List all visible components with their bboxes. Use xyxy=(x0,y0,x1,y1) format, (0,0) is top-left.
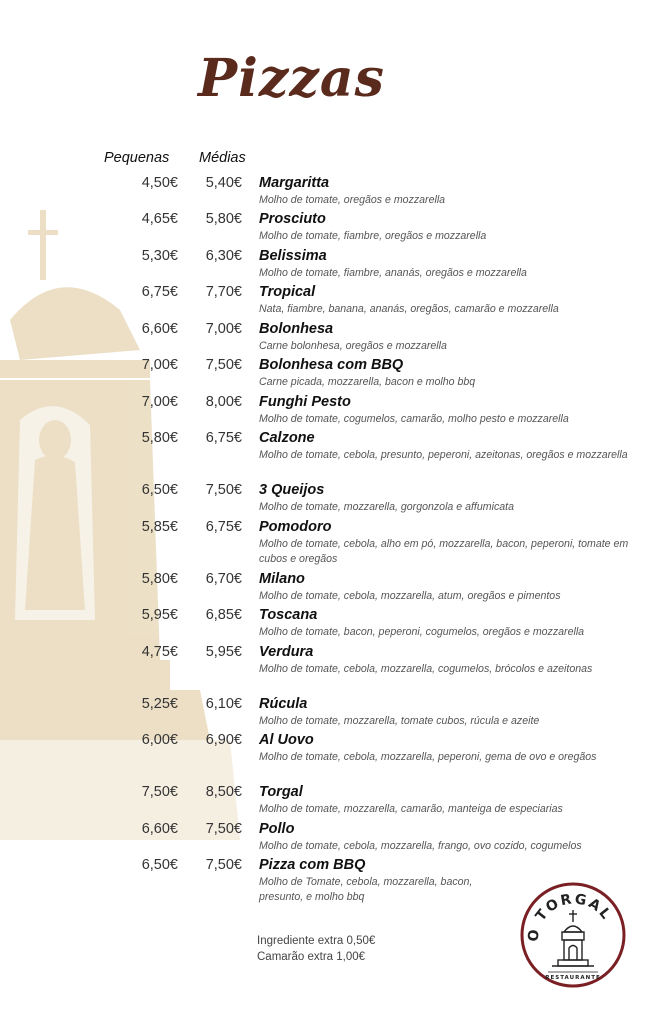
price-medium: 6,10€ xyxy=(205,696,242,712)
item-name: Torgal xyxy=(259,784,303,800)
price-small: 4,75€ xyxy=(141,644,178,660)
price-medium: 6,70€ xyxy=(205,571,242,587)
price-small: 5,25€ xyxy=(141,696,178,712)
extra-ingredient-price: Ingrediente extra 0,50€ xyxy=(257,935,376,947)
item-name: Pollo xyxy=(259,821,295,837)
logo-subtitle: RESTAURANTE xyxy=(545,975,601,981)
price-medium: 5,95€ xyxy=(205,644,242,660)
price-small: 5,30€ xyxy=(141,248,178,264)
price-medium: 8,50€ xyxy=(205,784,242,800)
logo-name: O TORGAL xyxy=(525,891,615,943)
item-name: Prosciuto xyxy=(259,211,326,227)
item-name: Belissima xyxy=(259,248,327,264)
price-medium: 6,85€ xyxy=(205,607,242,623)
item-name: Calzone xyxy=(259,430,315,446)
price-small: 5,80€ xyxy=(141,430,178,446)
item-name: Bolonhesa xyxy=(259,321,334,337)
item-description: Molho de tomate, fiambre, ananás, oregãos e mozzarella xyxy=(259,267,527,279)
item-name: Al Uovo xyxy=(259,732,314,748)
item-description: Molho de tomate, cebola, mozzarella, atum, oregãos e pimentos xyxy=(259,590,561,602)
price-small: 4,50€ xyxy=(141,175,178,191)
item-description: Molho de tomate, cebola, mozzarella, cogumelos, brócolos e azeitonas xyxy=(259,663,593,675)
item-name: Tropical xyxy=(259,284,316,300)
price-small: 6,00€ xyxy=(141,732,178,748)
price-medium: 7,50€ xyxy=(205,357,242,373)
page-title: Pizzas xyxy=(198,48,385,109)
item-description: Nata, fiambre, banana, ananás, oregãos, camarão e mozzarella xyxy=(259,303,559,315)
item-name: 3 Queijos xyxy=(259,482,325,498)
item-name: Toscana xyxy=(259,607,318,623)
item-description: Molho de tomate, fiambre, oregãos e mozzarella xyxy=(259,230,487,242)
price-medium: 8,00€ xyxy=(205,394,242,410)
item-name: Pizza com BBQ xyxy=(259,857,366,873)
item-description: Molho de tomate, cebola, alho em pó, mozzarella, bacon, peperoni, tomate em cubos e oregãos xyxy=(259,538,629,565)
item-description: Molho de tomate, mozzarella, camarão, manteiga de especiarias xyxy=(259,803,563,815)
price-medium: 6,75€ xyxy=(205,430,242,446)
item-description: Molho de tomate, cogumelos, camarão, molho pesto e mozzarella xyxy=(259,413,569,425)
price-small: 7,00€ xyxy=(141,357,178,373)
price-small: 5,80€ xyxy=(141,571,178,587)
price-medium: 7,50€ xyxy=(205,482,242,498)
price-medium: 6,75€ xyxy=(205,519,242,535)
price-small: 6,75€ xyxy=(141,284,178,300)
price-medium: 6,90€ xyxy=(205,732,242,748)
extras-section xyxy=(257,933,375,965)
price-small: 4,65€ xyxy=(141,211,178,227)
item-description: Molho de tomate, oregãos e mozzarella xyxy=(259,194,446,206)
item-name: Bolonhesa com BBQ xyxy=(259,357,404,373)
item-description: Carne picada, mozzarella, bacon e molho bbq xyxy=(259,376,476,388)
price-small: 6,50€ xyxy=(141,482,178,498)
item-description: Molho de tomate, cebola, mozzarella, frango, ovo cozido, cogumelos xyxy=(259,840,582,852)
item-description: Molho de tomate, cebola, presunto, peperoni, azeitonas, oregãos e mozzarella xyxy=(259,449,628,461)
extra-shrimp-price: Camarão extra 1,00€ xyxy=(257,951,366,963)
item-description: Molho de tomate, mozzarella, gorgonzola e affumicata xyxy=(259,501,514,513)
price-medium: 7,00€ xyxy=(205,321,242,337)
price-medium: 7,50€ xyxy=(205,857,242,873)
item-description: Molho de tomate, bacon, peperoni, cogumelos, oregãos e mozzarella xyxy=(259,626,585,638)
column-header-medium: Médias xyxy=(199,150,246,166)
price-small: 5,95€ xyxy=(141,607,178,623)
item-description: Molho de tomate, cebola, mozzarella, peperoni, gema de ovo e oregãos xyxy=(259,751,597,763)
price-small: 7,50€ xyxy=(141,784,178,800)
item-description: Molho de Tomate, cebola, mozzarella, bacon, presunto, e molho bbq xyxy=(259,876,473,903)
price-small: 7,00€ xyxy=(141,394,178,410)
price-small: 6,60€ xyxy=(141,321,178,337)
price-medium: 7,70€ xyxy=(205,284,242,300)
o-torgal-logo xyxy=(518,880,628,990)
column-header-small: Pequenas xyxy=(104,150,170,166)
price-small: 5,85€ xyxy=(141,519,178,535)
item-name: Milano xyxy=(259,571,305,587)
item-name: Margaritta xyxy=(259,175,330,191)
item-name: Verdura xyxy=(259,644,314,660)
price-medium: 7,50€ xyxy=(205,821,242,837)
item-name: Rúcula xyxy=(259,696,308,712)
item-description: Molho de tomate, mozzarella, tomate cubos, rúcula e azeite xyxy=(259,715,540,727)
price-small: 6,60€ xyxy=(141,821,178,837)
price-medium: 5,40€ xyxy=(205,175,242,191)
price-medium: 5,80€ xyxy=(205,211,242,227)
item-description: Carne bolonhesa, oregãos e mozzarella xyxy=(259,340,447,352)
price-small: 6,50€ xyxy=(141,857,178,873)
item-name: Funghi Pesto xyxy=(259,394,351,410)
price-medium: 6,30€ xyxy=(205,248,242,264)
item-name: Pomodoro xyxy=(259,519,332,535)
